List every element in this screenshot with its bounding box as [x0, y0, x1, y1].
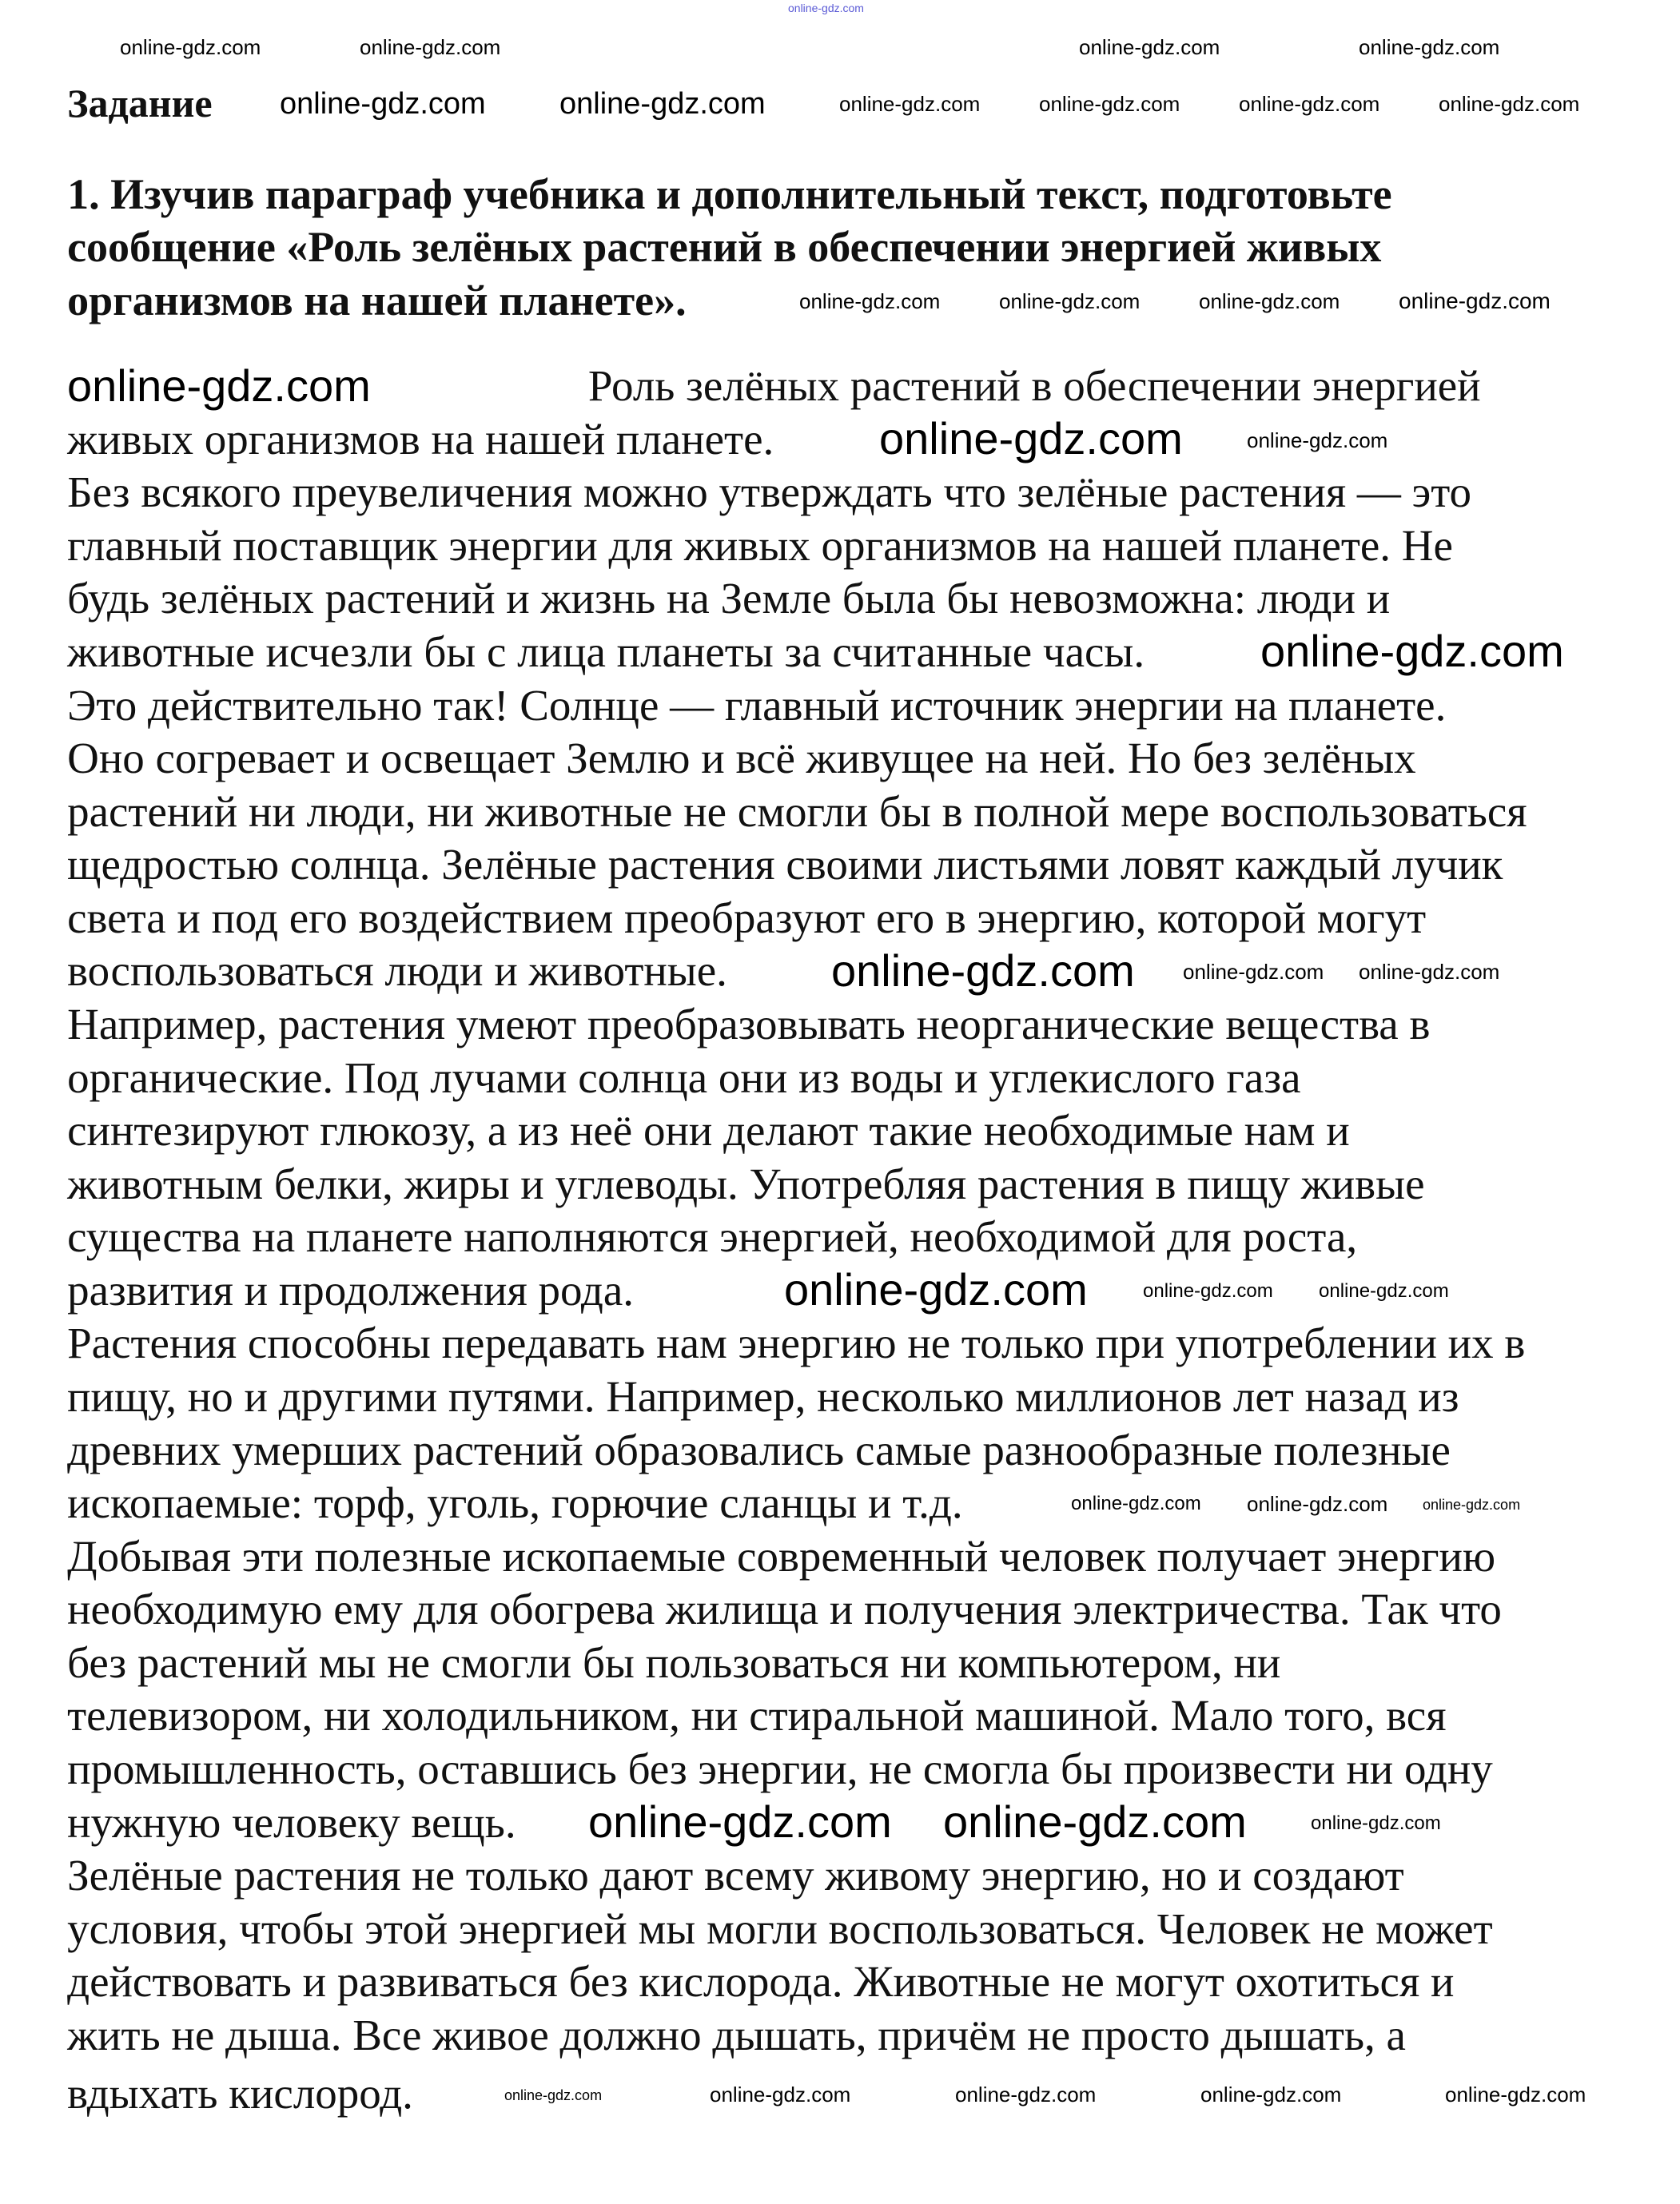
essay-text-line: Например, растения умеют преобразовывать неорганические вещества в	[67, 999, 1431, 1048]
essay-text-line: пищу, но и другими путями. Например, несколько миллионов лет назад из	[67, 1371, 1459, 1421]
essay-text-line: животным белки, жиры и углеводы. Употребляя растения в пищу живые	[67, 1159, 1425, 1208]
essay-text-line: света и под его воздействием преобразуют его в энергию, которой могут	[67, 893, 1427, 942]
watermark-text: online-gdz.com	[559, 86, 766, 121]
watermark-text: online-gdz.com	[1071, 1493, 1201, 1515]
essay-text-line: необходимую ему для обогрева жилища и получения электричества. Так что	[67, 1585, 1502, 1634]
watermark-text: online-gdz.com	[1445, 2083, 1586, 2107]
essay-text-line: главный поставщик энергии для живых организмов на нашей планете. Не	[67, 520, 1453, 570]
essay-title-line: живых организмов на нашей планете.	[67, 414, 774, 463]
watermark-text: online-gdz.com	[1423, 1496, 1521, 1513]
essay-text-line: условия, чтобы этой энергией мы могли воспользоваться. Человек не может	[67, 1904, 1493, 1953]
essay-text-line: будь зелёных растений и жизнь на Земле была бы невозможна: люди и	[67, 574, 1391, 623]
watermark-text: online-gdz.com	[1039, 92, 1180, 117]
essay-text-line: Оно согревает и освещает Землю и всё живущее на ней. Но без зелёных	[67, 734, 1416, 783]
essay-text-line: ископаемые: торф, уголь, горючие сланцы и т.д.	[67, 1478, 963, 1528]
essay-text-line: Без всякого преувеличения можно утверждать что зелёные растения — это	[67, 467, 1472, 517]
watermark-text: online-gdz.com	[588, 1796, 892, 1848]
task-text-line: организмов на нашей планете».	[67, 276, 687, 324]
watermark-text: online-gdz.com	[955, 2083, 1097, 2107]
essay-text-line: промышленность, оставшись без энергии, не смогла бы произвести ни одну	[67, 1745, 1493, 1794]
watermark-text: online-gdz.com	[1319, 1279, 1449, 1302]
essay-text-line: нужную человеку вещь.	[67, 1797, 516, 1847]
watermark-text: online-gdz.com	[839, 92, 981, 117]
essay-text-line: телевизором, ни холодильником, ни стиральной машиной. Мало того, вся	[67, 1691, 1447, 1741]
essay-title-line: Роль зелёных растений в обеспечении энергией	[587, 361, 1481, 411]
watermark-text: online-gdz.com	[710, 2083, 851, 2107]
essay-text-line: воспользоваться люди и животные.	[67, 946, 727, 996]
watermark-text: online-gdz.com	[879, 413, 1183, 464]
watermark-text: online-gdz.com	[1359, 34, 1500, 59]
watermark-text: online-gdz.com	[1143, 1279, 1273, 1302]
watermark-text: online-gdz.com	[799, 289, 941, 314]
watermark-text: online-gdz.com	[943, 1796, 1247, 1848]
watermark-text: online-gdz.com	[1247, 428, 1388, 452]
watermark-text: online-gdz.com	[67, 360, 371, 411]
watermark-text: online-gdz.com	[280, 86, 486, 121]
watermark-text: online-gdz.com	[1239, 92, 1380, 117]
task-text-line: 1. Изучив параграф учебника и дополнительный текст, подготовьте	[67, 169, 1392, 218]
essay-text-line: растений ни люди, ни животные не смогли бы в полной мере воспользоваться	[67, 786, 1527, 836]
watermark-text: online-gdz.com	[1200, 2083, 1342, 2107]
essay-text-line: существа на планете наполняются энергией, необходимой для роста,	[67, 1212, 1358, 1262]
watermark-text: online-gdz.com	[1399, 288, 1551, 314]
watermark-text: online-gdz.com	[1439, 92, 1580, 117]
watermark-text: online-gdz.com	[1199, 289, 1340, 314]
watermark-text: online-gdz.com	[1247, 1492, 1388, 1517]
watermark-text: online-gdz.com	[831, 945, 1135, 996]
section-heading: Задание	[67, 80, 213, 125]
essay-text-line: Добывая эти полезные ископаемые современный человек получает энергию	[67, 1531, 1496, 1581]
essay-text-line: Зелёные растения не только дают всему живому энергию, но и создают	[67, 1851, 1404, 1900]
essay-text-line: животные исчезли бы с лица планеты за считанные часы.	[67, 627, 1145, 676]
essay-text-line: Это действительно так! Солнце — главный источник энергии на планете.	[67, 680, 1447, 730]
essay-text-line: органические. Под лучами солнца они из воды и углекислого газа	[67, 1052, 1301, 1102]
watermark-text: online-gdz.com	[360, 34, 501, 59]
task-text-line: сообщение «Роль зелёных растений в обеспечении энергией живых	[67, 223, 1382, 272]
essay-text-line: без растений мы не смогли бы пользоваться ни компьютером, ни	[67, 1637, 1281, 1687]
essay-text-line: развития и продолжения рода.	[67, 1265, 635, 1315]
essay-text-line: синтезируют глюкозу, а из неё они делают такие необходимые нам и	[67, 1106, 1350, 1156]
watermark-text: online-gdz.com	[1311, 1812, 1441, 1834]
watermark-text: online-gdz.com	[504, 2087, 603, 2103]
watermark-text: online-gdz.com	[1260, 626, 1564, 677]
essay-text-line: вдыхать кислород.	[67, 2069, 413, 2118]
essay-text-line: щедростью солнца. Зелёные растения своими листьями ловят каждый лучик	[67, 840, 1503, 889]
essay-text-line: Растения способны передавать нам энергию не только при употреблении их в	[67, 1319, 1526, 1368]
essay-text-line: жить не дыша. Все живое должно дышать, причём не просто дышать, а	[67, 2010, 1406, 2059]
watermark-text-top: online-gdz.com	[788, 2, 864, 15]
essay-text-line: древних умерших растений образовались самые разнообразные полезные	[67, 1425, 1451, 1474]
watermark-text: online-gdz.com	[784, 1264, 1088, 1315]
watermark-text: online-gdz.com	[1183, 960, 1324, 985]
essay-text-line: действовать и развиваться без кислорода. Животные не могут охотиться и	[67, 1957, 1455, 2007]
watermark-text: online-gdz.com	[120, 34, 261, 59]
watermark-text: online-gdz.com	[1359, 960, 1500, 985]
watermark-text: online-gdz.com	[1079, 34, 1220, 59]
watermark-text: online-gdz.com	[999, 289, 1141, 314]
